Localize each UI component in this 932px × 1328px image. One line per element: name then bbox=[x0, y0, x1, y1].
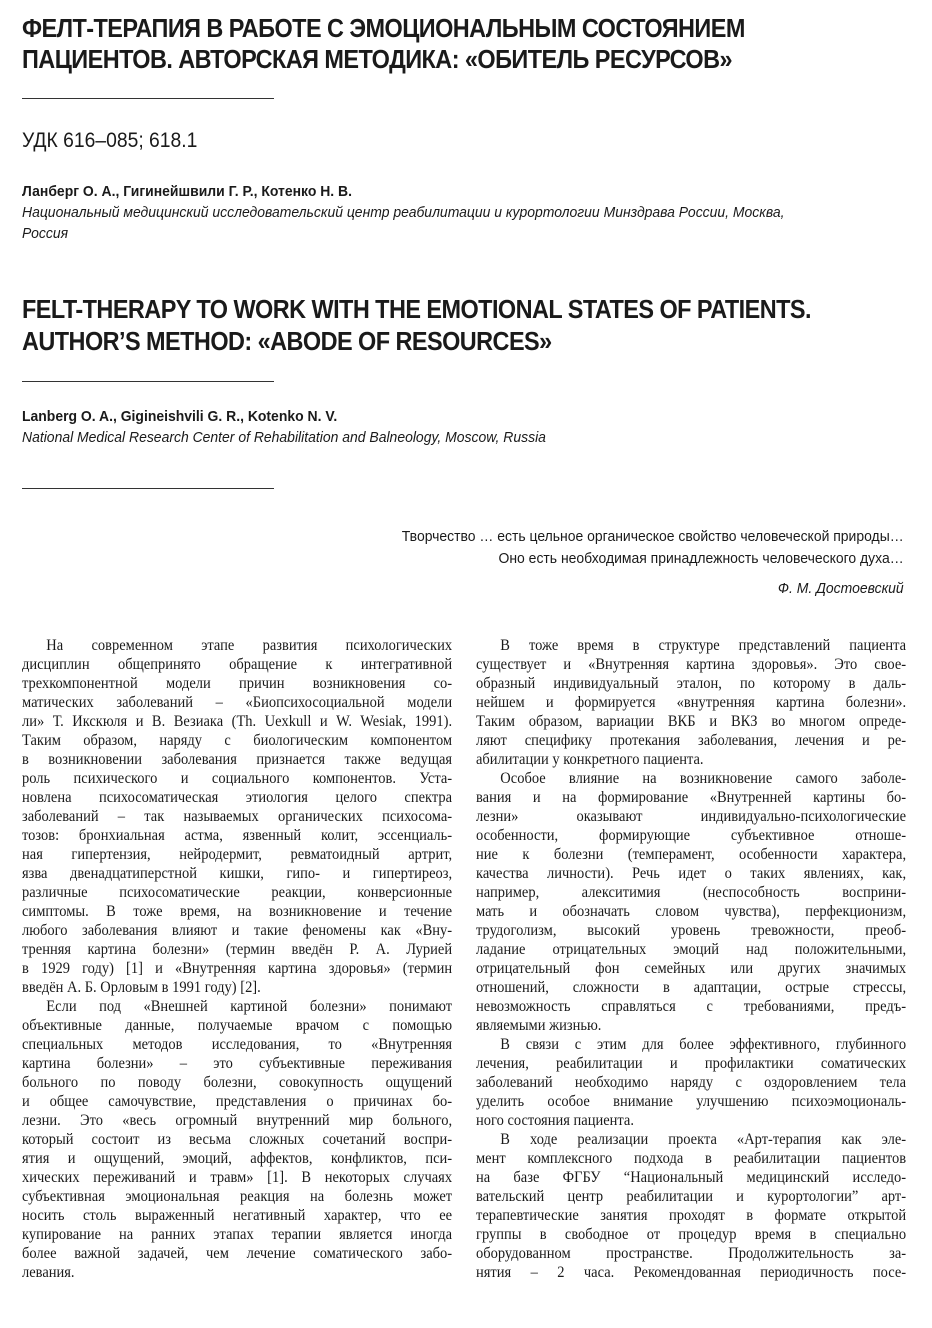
body-text-line: и общее самочувствие, представления о причинах бо- bbox=[22, 1093, 453, 1110]
body-text-line: ляют специфику протекания заболевания, лечения и ре- bbox=[476, 732, 907, 749]
body-text-line: нятия – 2 часа. Рекомендованная периодичность посе- bbox=[476, 1264, 907, 1281]
body-text-line: оборудованном пространстве. Продолжительность за- bbox=[476, 1245, 907, 1262]
body-text-line: левания. bbox=[22, 1264, 75, 1281]
body-text-line: различные психосоматические реакции, конверсионные bbox=[22, 884, 453, 901]
body-text-line: Таким образом, вариации ВКБ и ВКЗ во многом опреде- bbox=[476, 713, 907, 730]
body-text-line: мать и обозначать словом чувства), перфекционизм, bbox=[476, 903, 907, 920]
body-text-line: заболеваний необходимо наряду с оздоровлением тела bbox=[476, 1074, 907, 1091]
body-text-line: более важной задачей, чем лечение соматического забо- bbox=[22, 1245, 453, 1262]
body-text-line: матических заболеваний – «Биопсихосоциальной модели bbox=[22, 694, 453, 711]
body-text-line: тренняя картина болезни» (термин введён Р. А. Лурией bbox=[22, 941, 453, 958]
epigraph-author: Ф. М. Достоевский bbox=[778, 580, 904, 597]
body-text-line: В ходе реализации проекта «Арт-терапия как эле- bbox=[500, 1131, 907, 1148]
body-text-line: Таким образом, наряду с биологическим компонентом bbox=[22, 732, 453, 749]
title-ru-line: ФЕЛТ-ТЕРАПИЯ В РАБОТЕ С ЭМОЦИОНАЛЬНЫМ СОСТОЯНИЕМ bbox=[22, 15, 745, 43]
body-text-line: мент комплексного подхода в реабилитации пациентов bbox=[476, 1150, 907, 1167]
body-text-line: например, алекситимия (неспособность восприни- bbox=[476, 884, 907, 901]
body-text-line: введён А. Б. Орловым в 1991 году) [2]. bbox=[22, 979, 261, 996]
body-text-line: особенности, формирующие субъективное отноше- bbox=[476, 827, 907, 844]
body-text-line: невозможность справляться с требованиями, предъ- bbox=[476, 998, 907, 1015]
body-text-line: вания и на формирование «Внутренней картины бо- bbox=[476, 789, 907, 806]
body-text-line: объективные данные, получаемые врачом с помощью bbox=[22, 1017, 453, 1034]
body-text-line: субъективная эмоциональная реакция на болезнь может bbox=[22, 1188, 453, 1205]
epigraph bbox=[364, 526, 904, 600]
body-text-line: картина болезни» – это субъективные переживания bbox=[22, 1055, 453, 1072]
epigraph-line: Оно есть необходимая принадлежность человеческого духа… bbox=[498, 550, 904, 567]
title-en-line: FELT-THERAPY TO WORK WITH THE EMOTIONAL STATES OF PATIENTS. bbox=[22, 296, 811, 324]
body-text-line: трехкомпонентной модели причин возникновения со- bbox=[22, 675, 453, 692]
epigraph-line: Творчество … есть цельное органическое свойство человеческой природы… bbox=[402, 528, 904, 545]
divider-rule bbox=[22, 488, 274, 489]
body-text-line: в возникновении заболевания признается также ведущая bbox=[22, 751, 453, 768]
body-text-line: заболеваний – так называемых органических психосома- bbox=[22, 808, 453, 825]
body-text-line: В тоже время в структуре представлений пациента bbox=[500, 637, 907, 654]
body-text-line: качества личности). Речь идет о таких явлениях, как, bbox=[476, 865, 907, 882]
body-text-line: Если под «Внешней картиной болезни» понимают bbox=[46, 998, 453, 1015]
body-text-line: терапевтические занятия проходят в формате открытой bbox=[476, 1207, 907, 1224]
body-text-line: лезни» оказывают индивидуально-психологические bbox=[476, 808, 907, 825]
body-text-line: язва двенадцатиперстной кишки, гипо- и гипертиреоз, bbox=[22, 865, 453, 882]
body-text-line: симптомы. В тоже время, на возникновение и течение bbox=[22, 903, 453, 920]
body-text-line: В связи с этим для более эффективного, глубинного bbox=[500, 1036, 907, 1053]
body-text-line: ли» Т. Икскюля и В. Везиака (Th. Uexkull и W. Wesiak, 1991). bbox=[22, 713, 453, 730]
body-text-line: группы в свободное от процедур время в специально bbox=[476, 1226, 907, 1243]
body-text-line: образный индивидуальный эталон, по которому в даль- bbox=[476, 675, 907, 692]
body-text-line: нейшем и формируется «внутренняя картина болезни». bbox=[476, 694, 907, 711]
body-text-line: трудоголизм, высокий уровень тревожности, преоб- bbox=[476, 922, 907, 939]
title-ru bbox=[22, 14, 832, 76]
body-column-left bbox=[22, 636, 452, 1282]
affiliation-ru-line: Национальный медицинский исследовательский центр реабилитации и курортологии Минздрава России, Москва, bbox=[22, 204, 785, 221]
body-text-line: на базе ФГБУ “Национальный медицинский исследо- bbox=[476, 1169, 907, 1186]
body-text-line: дисциплин общепринято обращение к интегративной bbox=[22, 656, 453, 673]
body-text-line: специальных методов исследования, то «Внутренняя bbox=[22, 1036, 453, 1053]
body-text-line: ние к болезни (темперамент, особенности характера, bbox=[476, 846, 907, 863]
body-text-line: носить столь выраженный негативный характер, что ее bbox=[22, 1207, 453, 1224]
body-text-line: ная гипертензия, нейродермит, ревматоидный артрит, bbox=[22, 846, 453, 863]
body-text-line: уделить особое внимание улучшению психоэмоциональ- bbox=[476, 1093, 907, 1110]
udk-code: УДК 616–085; 618.1 bbox=[22, 129, 198, 152]
body-text-line: абилитации у конкретного пациента. bbox=[476, 751, 704, 768]
body-text-line: существует и «Внутренняя картина здоровья». Это свое- bbox=[476, 656, 907, 673]
divider-rule bbox=[22, 381, 274, 382]
authors-ru: Ланберг О. А., Гигинейшвили Г. Р., Котенко Н. В. bbox=[22, 183, 353, 200]
body-text-line: хических переживаний и травм» [1]. В некоторых случаях bbox=[22, 1169, 453, 1186]
body-text-line: любого заболевания влияют и такие феномены как «Вну- bbox=[22, 922, 453, 939]
affiliation-en-line: National Medical Research Center of Rehabilitation and Balneology, Moscow, Russia bbox=[22, 429, 546, 446]
body-column-right bbox=[476, 636, 906, 1282]
body-text-line: роль психического и социального компонентов. Уста- bbox=[22, 770, 453, 787]
authors-en: Lanberg O. A., Gigineishvili G. R., Kotenko N. V. bbox=[22, 408, 338, 425]
body-text-line: больного по поводу болезни, совокупность ощущений bbox=[22, 1074, 453, 1091]
body-text-line: вательский центр реабилитации и курортологии” арт- bbox=[476, 1188, 907, 1205]
body-text-line: ного состояния пациента. bbox=[476, 1112, 634, 1129]
affiliation-en bbox=[22, 427, 546, 448]
body-text-line: лечения, реабилитации и профилактики соматических bbox=[476, 1055, 907, 1072]
body-text-line: который состоит из весьма сложных сочетаний воспри- bbox=[22, 1131, 453, 1148]
body-text-line: Особое влияние на возникновение самого заболе- bbox=[500, 770, 907, 787]
divider-rule bbox=[22, 98, 274, 99]
title-en-line: AUTHOR’S METHOD: «ABODE OF RESOURCES» bbox=[22, 328, 552, 356]
body-text-line: отрицательный фон семейных или других значимых bbox=[476, 960, 907, 977]
body-text-line: новлена психосоматическая этиология целого спектра bbox=[22, 789, 453, 806]
body-text-line: купирование на ранних этапах терапии является иногда bbox=[22, 1226, 453, 1243]
body-text-line: лезни. Это «весь огромный внутренний мир больного, bbox=[22, 1112, 453, 1129]
body-text-line: ятия и ощущений, эмоций, аффектов, конфликтов, пси- bbox=[22, 1150, 453, 1167]
body-text-line: являемыми жизнью. bbox=[476, 1017, 602, 1034]
title-en bbox=[22, 294, 850, 358]
affiliation-ru-line: Россия bbox=[22, 225, 69, 242]
body-text-line: отношений, сложности в адаптации, острые стрессы, bbox=[476, 979, 907, 996]
body-text-line: в 1929 году) [1] и «Внутренняя картина здоровья» (термин bbox=[22, 960, 453, 977]
body-text-line: тозов: бронхиальная астма, язвенный колит, эссенциаль- bbox=[22, 827, 453, 844]
title-ru-line: ПАЦИЕНТОВ. АВТОРСКАЯ МЕТОДИКА: «ОБИТЕЛЬ РЕСУРСОВ» bbox=[22, 46, 733, 74]
affiliation-ru bbox=[22, 202, 784, 244]
body-text-line: ладание отрицательных эмоций над положительными, bbox=[476, 941, 907, 958]
body-text-line: На современном этапе развития психологических bbox=[46, 637, 453, 654]
